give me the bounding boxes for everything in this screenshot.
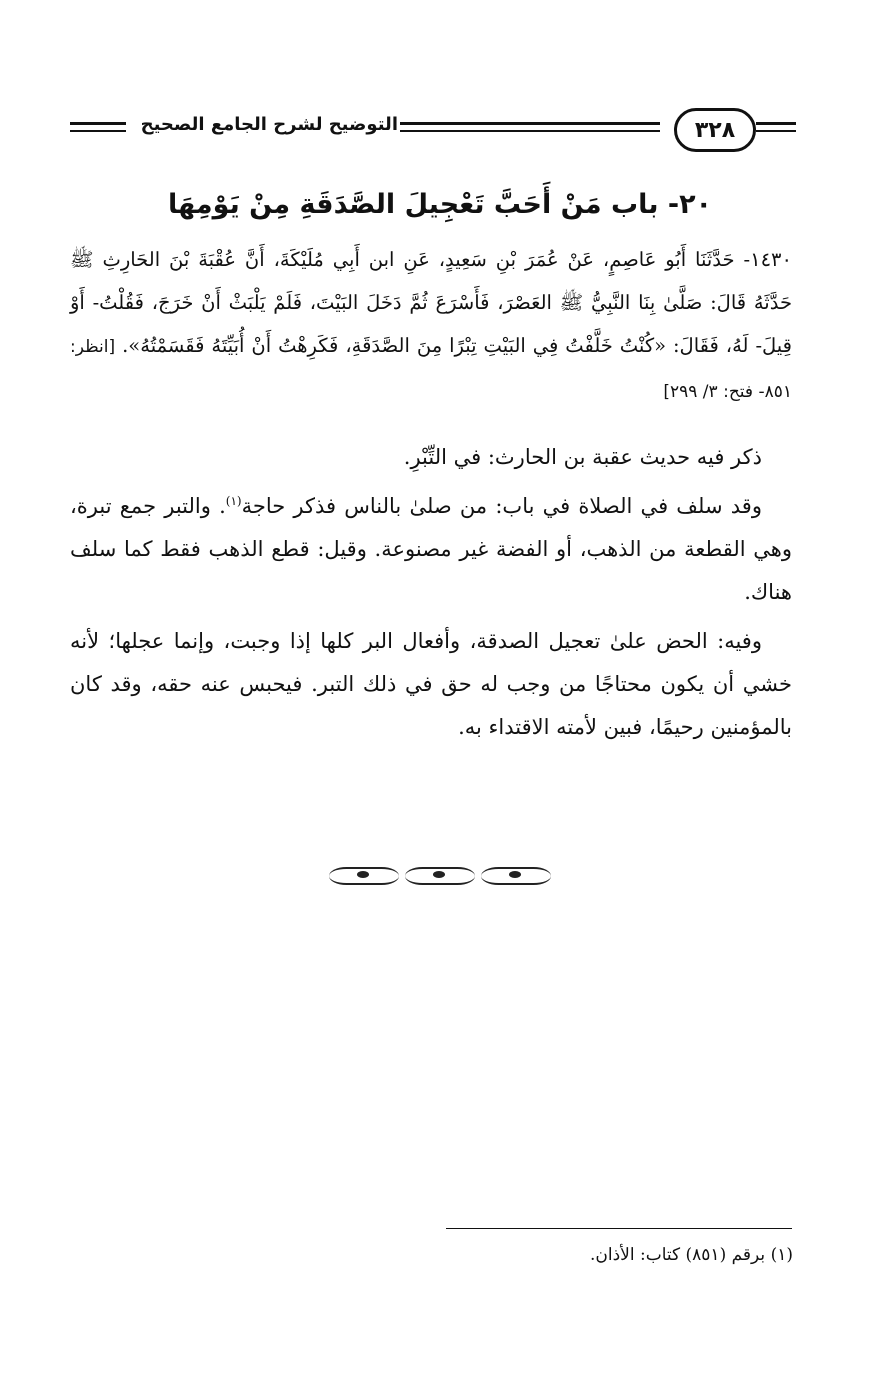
commentary-paragraph-2 (70, 485, 792, 614)
ornament-flourish-icon (329, 867, 399, 885)
commentary-paragraph-2-text: وقد سلف في الصلاة في باب: من صلىٰ بالناس فذكر حاجة (241, 494, 762, 518)
hadith-reference: [انظر: ٨٥١- فتح: ٣/ ٢٩٩] (70, 337, 792, 402)
commentary-paragraph-3: وفيه: الحض علىٰ تعجيل الصدقة، وأفعال البر كلها إذا وجبت، وإنما عجلها؛ لأنه خشي أن يكون محتاجًا من وجب له حق في ذلك التبر. فيحبس عنه حقه، وقد كان بالمؤمنين رحيمًا، فبين لأمته الاقتداء به. (70, 629, 792, 739)
hadith-text (70, 238, 792, 414)
running-title: التوضيح لشرح الجامع الصحيح (140, 114, 398, 135)
chapter-title: ٢٠- باب مَنْ أَحَبَّ تَعْجِيلَ الصَّدَقَةِ مِنْ يَوْمِهَا (167, 189, 713, 220)
ornament-flourish-icon (405, 867, 475, 885)
footnote-marker: (١) (225, 494, 242, 508)
footnote-number: (١) (770, 1245, 793, 1265)
header-rule-middle-bottom (400, 130, 660, 132)
footnote-text: برقم (٨٥١) كتاب: الأذان. (589, 1245, 766, 1265)
page-number-badge (674, 108, 756, 152)
header-rule-right-bottom (756, 130, 796, 132)
running-header (70, 104, 796, 160)
header-rule-left-bottom (70, 130, 126, 132)
commentary-paragraph-1: ذكر فيه حديث عقبة بن الحارث: في التِّبْرِ. (403, 445, 762, 469)
ornament-flourish-icon (481, 867, 551, 885)
hadith-body: ١٤٣٠- حَدَّثَنَا أَبُو عَاصِمٍ، عَنْ عُمَرَ بْنِ سَعِيدٍ، عَنِ ابن أَبِي مُلَيْكَةَ، أَنَّ عُقْبَةَ بْنَ الحَارِثِ ﷺ حَدَّثَهُ قَالَ: صَلَّىٰ بِنَا النَّبِيُّ ﷺ العَصْرَ، فَأَسْرَعَ ثُمَّ دَخَلَ البَيْتَ، فَلَمْ يَلْبَثْ أَنْ خَرَجَ، فَقُلْتُ- أَوْ قِيلَ- لَهُ، فَقَالَ: «كُنْتُ خَلَّفْتُ فِي البَيْتِ تِبْرًا مِنَ الصَّدَقَةِ، فَكَرِهْتُ أَنْ أُبَيِّتَهُ فَقَسَمْتُهُ». (70, 248, 793, 357)
page-number: ٣٢٨ (694, 117, 736, 143)
header-rule-left-top (70, 122, 126, 125)
section-ornament (320, 862, 560, 886)
commentary (70, 436, 792, 749)
footnote-divider (446, 1228, 792, 1229)
header-rule-middle-top (400, 122, 660, 125)
commentary-paragraph-2-rest: . والتبر جمع تبرة، وهي القطعة من الذهب، أو الفضة غير مصنوعة. وقيل: قطع الذهب فقط كما سلف هناك. (70, 494, 792, 604)
footnote (590, 1240, 793, 1270)
header-rule-right-top (756, 122, 796, 125)
